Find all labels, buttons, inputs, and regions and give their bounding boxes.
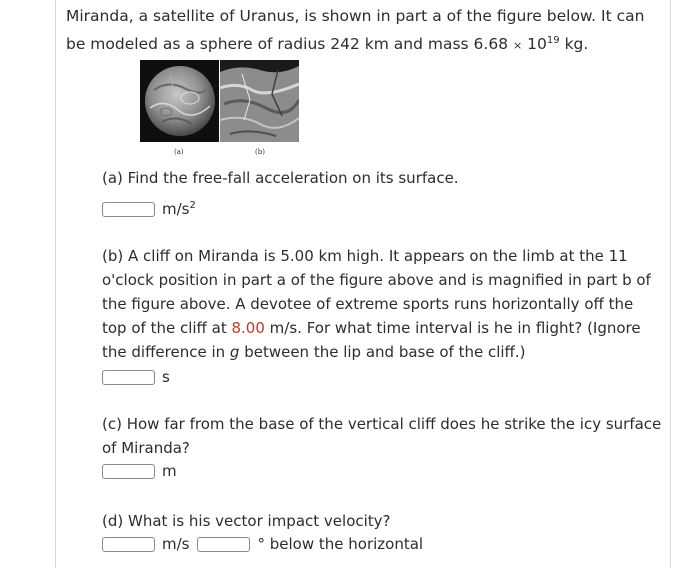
- miranda-cliff-image: [220, 60, 299, 142]
- part-d-speed-input[interactable]: [102, 537, 155, 552]
- part-d-angle-input[interactable]: [197, 537, 250, 552]
- intro-line-1: Miranda, a satellite of Uranus, is shown in part a of the figure below. It can: [66, 7, 645, 25]
- intro-line-2-prefix: be modeled as a sphere of radius 242 km and mass 6.68: [66, 35, 513, 53]
- ten: 10: [527, 35, 547, 53]
- part-b-text-3: between the lip and base of the cliff.): [239, 343, 526, 361]
- mass-unit: kg.: [564, 35, 589, 53]
- problem-intro: [66, 2, 666, 60]
- mass-exponent: 19: [546, 34, 560, 46]
- part-b-text-1: (b) A cliff on Miranda is 5.00 km high. It appears on the limb at the 11 o'clock position in part a of the figure above and is magnified in part b of the figure above. A devotee of extreme sports runs horizontally off the top of the cliff at: [102, 247, 651, 337]
- part-c-unit: m: [162, 462, 177, 480]
- part-a-answer-row: [102, 198, 204, 220]
- part-b-unit: s: [162, 368, 170, 386]
- part-c-answer-input[interactable]: [102, 464, 155, 479]
- times-symbol: ×: [513, 39, 523, 52]
- part-b-g-symbol: g: [229, 343, 240, 361]
- part-c-question: (c) How far from the base of the vertical cliff does he strike the icy surface of Miranda?: [102, 415, 662, 457]
- part-a-unit-base: m/s: [162, 200, 190, 218]
- figure-label-a: (a): [174, 148, 184, 156]
- part-b-answer-row: [102, 366, 178, 388]
- part-b-question: [102, 244, 662, 364]
- part-d-unit-angle: ° below the horizontal: [257, 535, 424, 553]
- part-c-answer-row: [102, 460, 185, 482]
- part-a-unit: [162, 200, 196, 218]
- part-a-question: (a) Find the free-fall acceleration on its surface.: [102, 169, 459, 187]
- part-a-unit-exponent: 2: [189, 200, 196, 211]
- part-d-question: (d) What is his vector impact velocity?: [102, 512, 391, 530]
- intro-line-2: [66, 30, 666, 60]
- miranda-figure: [140, 58, 300, 166]
- miranda-globe-image: [140, 60, 219, 142]
- part-d-answer-row: [102, 533, 431, 555]
- part-b-speed-value: 8.00: [231, 319, 265, 337]
- figure-label-b: (b): [255, 148, 265, 156]
- part-d-unit-speed: m/s: [162, 535, 190, 553]
- part-a-answer-input[interactable]: [102, 202, 155, 217]
- part-b-answer-input[interactable]: [102, 370, 155, 385]
- part-b-text-2: m/s. For what time interval is he in flight? (Ignore the difference in: [102, 319, 641, 361]
